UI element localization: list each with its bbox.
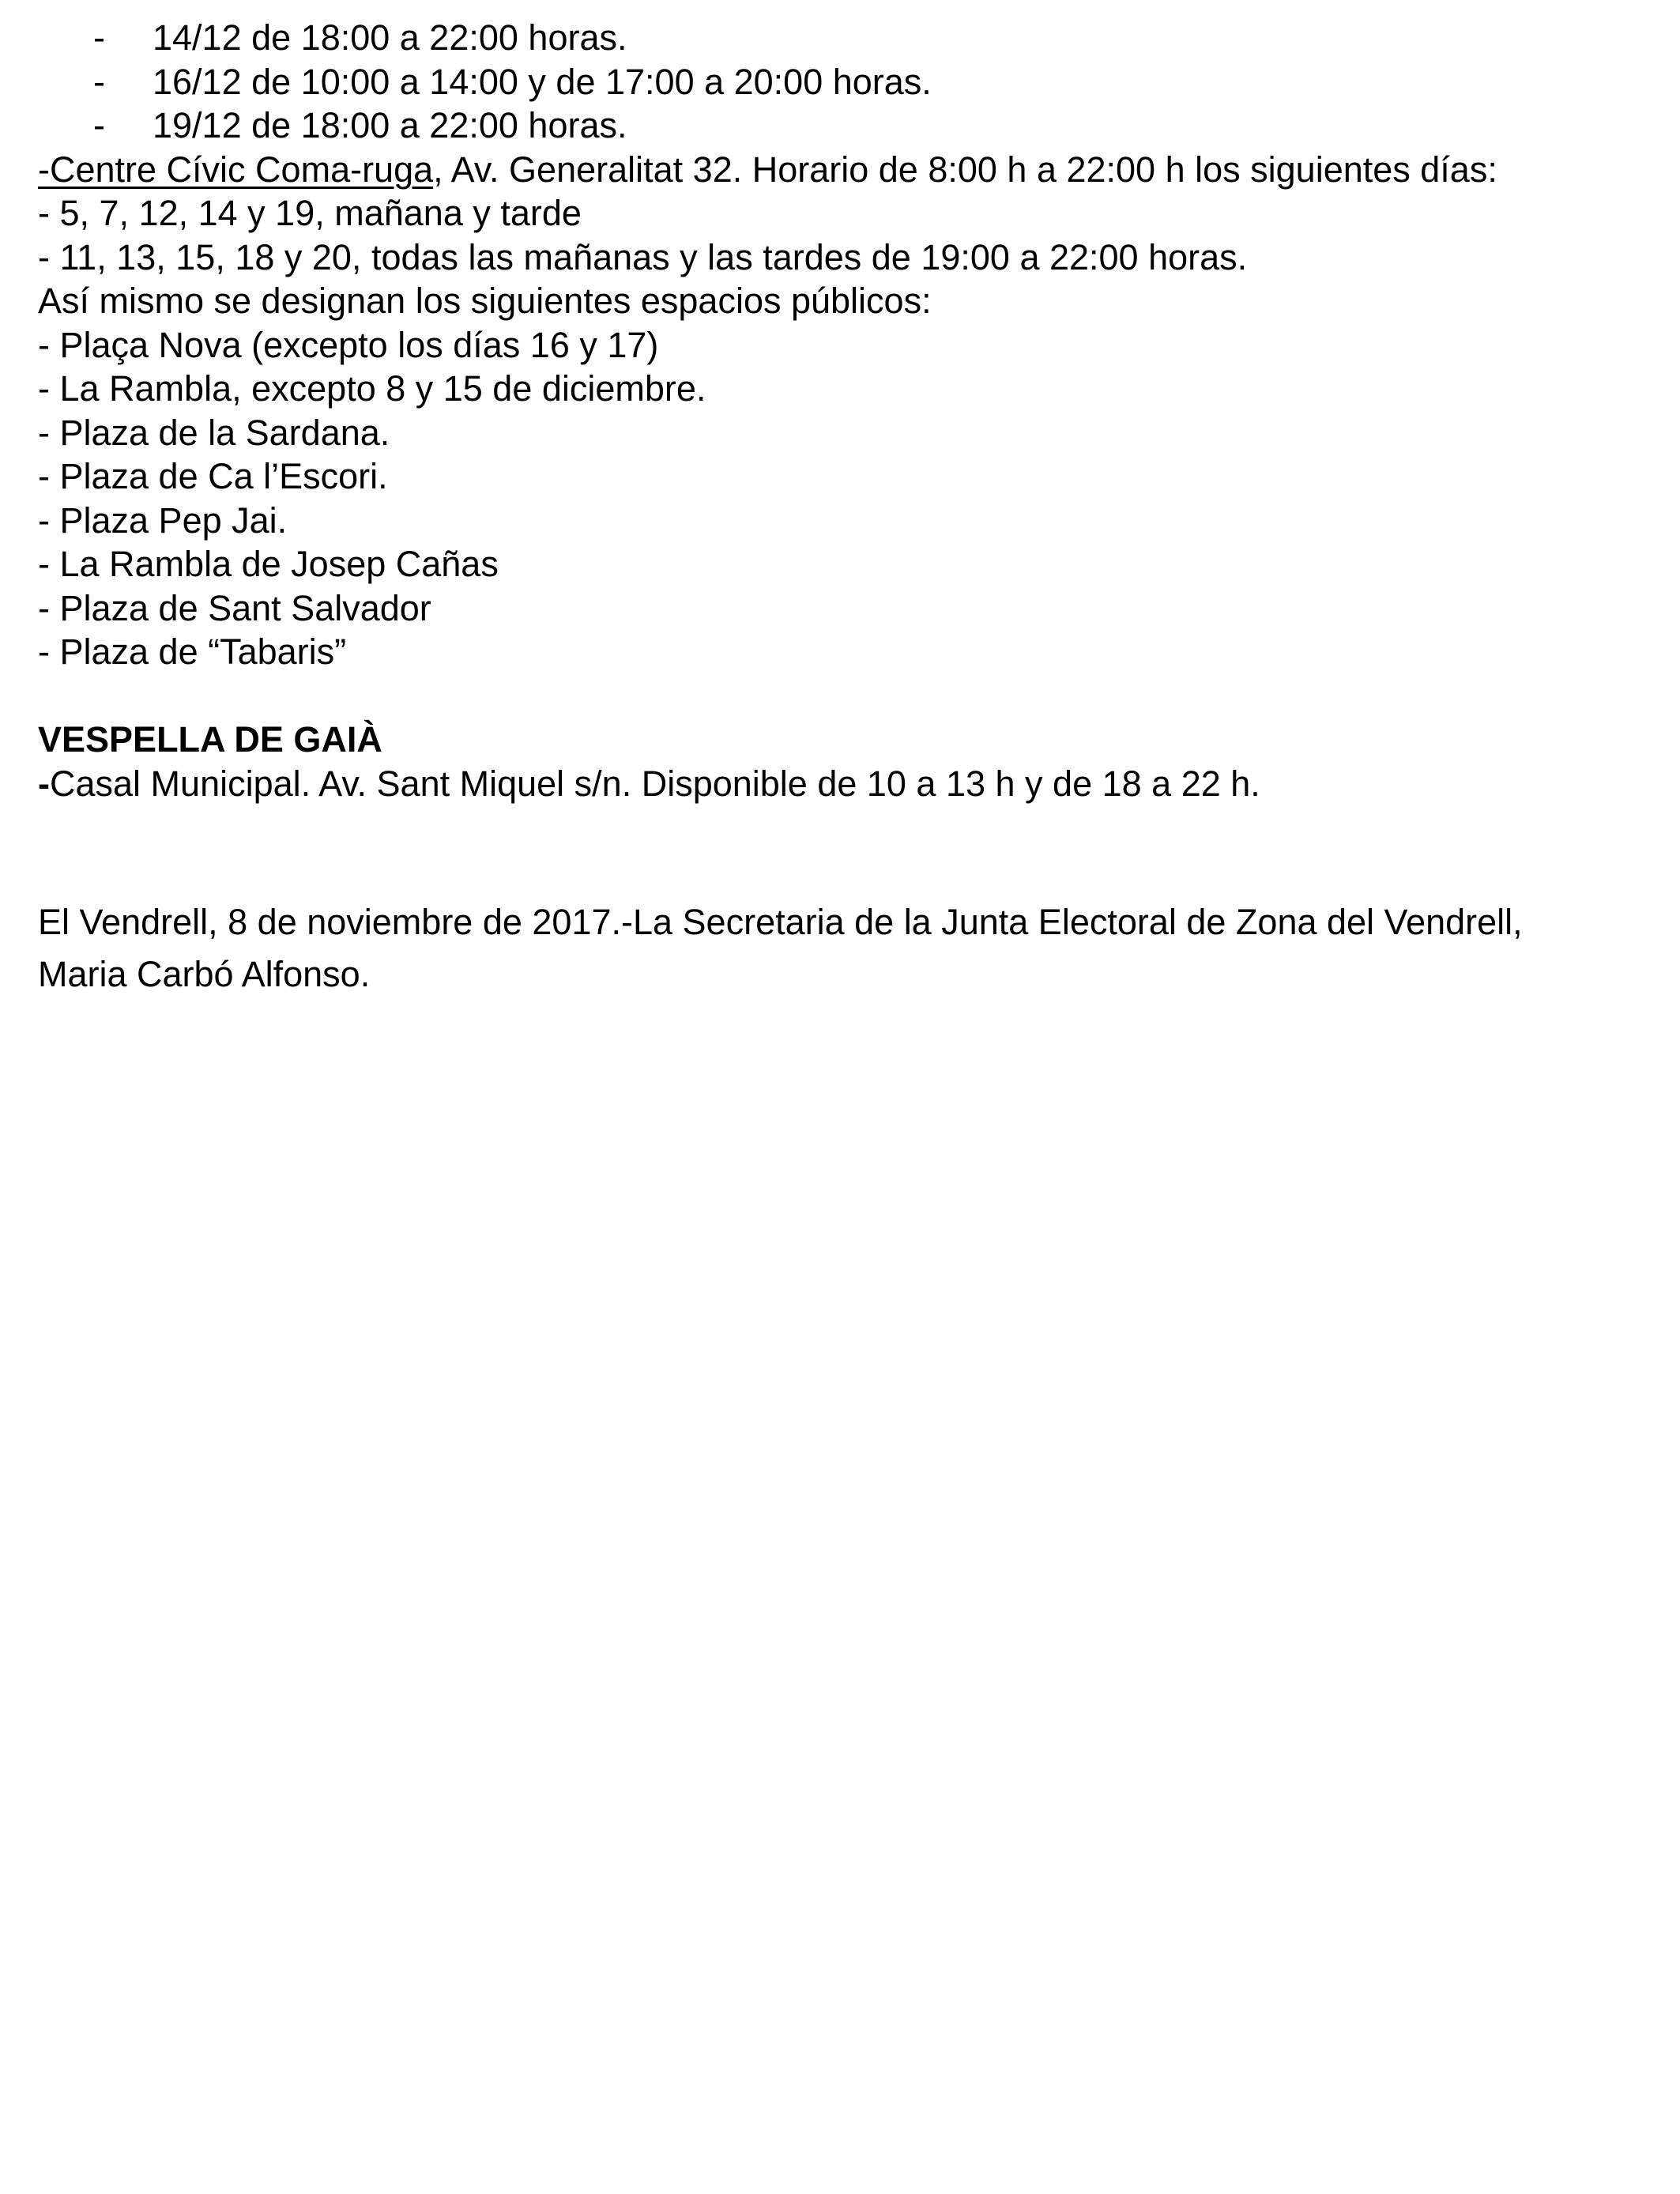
list-dash: - (93, 17, 105, 58)
centre-civic-name: -Centre Cívic Coma-ruga (38, 149, 434, 190)
schedule-item-text: 19/12 de 18:00 a 22:00 horas. (153, 105, 627, 145)
schedule-item (38, 60, 1650, 104)
section-heading: VESPELLA DE GAIÀ (38, 719, 382, 760)
public-space-item: - Plaza de la Sardana. (38, 412, 390, 453)
vespella-text: Casal Municipal. Av. Sant Miquel s/n. Disponible de 10 a 13 h y de 18 a 22 h. (50, 763, 1260, 804)
list-dash: - (93, 105, 105, 145)
schedule-item-text: 16/12 de 10:00 a 14:00 y de 17:00 a 20:00 horas. (153, 61, 932, 102)
centre-civic-line (38, 148, 1650, 192)
schedule-item (38, 16, 1650, 60)
public-space-item: - Plaza de “Tabaris” (38, 631, 347, 672)
list-dash: - (38, 763, 50, 804)
spacer (38, 805, 1650, 896)
vespella-line (38, 762, 1650, 806)
schedule-item-text: 14/12 de 18:00 a 22:00 horas. (153, 17, 627, 58)
centre-civic-details: , Av. Generalitat 32. Horario de 8:00 h a 22:00 h los siguientes días: (433, 149, 1497, 190)
days-item: - 5, 7, 12, 14 y 19, mañana y tarde (38, 193, 582, 233)
public-space-item: - Plaza de Sant Salvador (38, 587, 431, 628)
public-space-item: - Plaça Nova (excepto los días 16 y 17) (38, 324, 659, 365)
schedule-item (38, 104, 1650, 148)
days-item: - 11, 13, 15, 18 y 20, todas las mañanas y las tardes de 19:00 a 22:00 horas. (38, 236, 1248, 277)
public-space-item: - La Rambla de Josep Cañas (38, 544, 499, 584)
signature-block (38, 896, 1650, 1001)
signature-line: El Vendrell, 8 de noviembre de 2017.-La Secretaria de la Junta Electoral de Zona del Vendrell, (38, 902, 1523, 942)
public-space-item: - Plaza Pep Jai. (38, 499, 288, 541)
public-space-item: - Plaza de Ca l’Escori. (38, 456, 388, 496)
signature-name: Maria Carbó Alfonso. (38, 954, 371, 994)
document-body (38, 16, 1650, 1001)
public-space-item: - La Rambla, excepto 8 y 15 de diciembre. (38, 368, 706, 409)
spacer (38, 674, 1650, 718)
list-dash: - (93, 61, 105, 102)
public-spaces-intro: Así mismo se designan los siguientes espacios públicos: (38, 281, 932, 321)
